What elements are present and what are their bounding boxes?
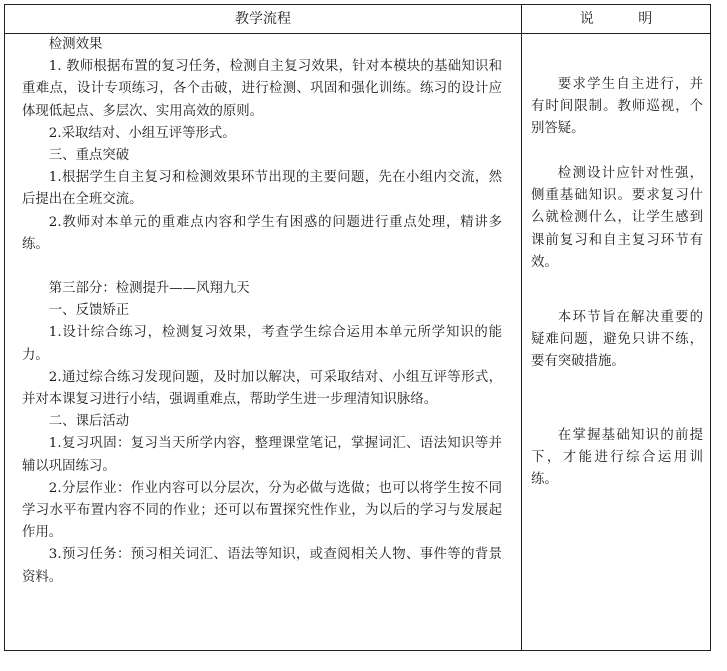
part-heading: 第三部分：检测提升——风翔九天 [48, 281, 250, 297]
paragraph-detection-effect: 检测效果 [48, 37, 103, 52]
paragraph-process-item: 1.设计综合练习，检测复习效果，考查学生综合运用本单元所学知识的能力。 [22, 325, 502, 363]
paragraph-process-item: 2.分层作业：作业内容可以分层次，分为必做与选做；也可以将学生按不同学习水平布置内容不同的作业；还可以布置探究性作业，为以后的学习与发展起作用。 [22, 480, 502, 541]
explanation-note [531, 163, 703, 274]
header-explanation: 说 明 [579, 11, 673, 27]
section-heading: 一、反馈矫正 [48, 303, 130, 319]
paragraph-process-item: 1.根据学生自主复习和检测效果环节出现的主要问题，先在小组内交流，然后提出在全班交流。 [22, 170, 502, 208]
paragraph-process-item: 1. 教师根据布置的复习任务，检测自主复习效果，针对本模块的基础知识和重难点，设计专项练习，各个击破，进行检测、巩固和强化训练。练习的设计应体现低起点、多层次、实用高效的原则。 [22, 59, 502, 119]
section-heading: 三、重点突破 [48, 148, 130, 164]
paragraph-process-item: 3.预习任务：预习相关词汇、语法等知识，或查阅相关人物、事件等的背景资料。 [22, 547, 502, 585]
paragraph-process-item: 1.复习巩固：复习当天所学内容，整理课堂笔记，掌握词汇、语法知识等并辅以巩固练习。 [22, 436, 502, 474]
paragraph-process-item: 2.通过综合练习发现问题，及时加以解决，可采取结对、小组互评等形式，并对本课复习进行小结，强调重难点，帮助学生进一步理清知识脉络。 [22, 369, 502, 408]
explanation-text: 在掌握基础知识的前提下，才能进行综合运用训练。 [531, 428, 703, 488]
explanation-text: 要求学生自主进行，并有时间限制。教师巡视，个别答疑。 [531, 77, 703, 137]
explanation-text: 检测设计应针对性强，侧重基础知识。要求复习什么就检测什么，让学生感到课前复习和自主复习环节有效。 [531, 166, 703, 270]
paragraph-process-item: 2.教师对本单元的重难点内容和学生有困惑的问题进行重点处理，精讲多练。 [22, 214, 502, 252]
column-divider [521, 5, 522, 650]
explanation-text: 本环节旨在解决重要的疑难问题，避免只讲不练，要有突破措施。 [531, 310, 703, 370]
paragraph-process-item: 2.采取结对、小组互评等形式。 [48, 125, 236, 141]
explanation-note [531, 307, 703, 374]
teaching-process-column [22, 34, 502, 589]
explanation-note [531, 425, 703, 492]
explanation-note [531, 74, 703, 141]
header-teaching-process: 教学流程 [235, 11, 291, 27]
section-heading: 二、课后活动 [48, 414, 130, 430]
